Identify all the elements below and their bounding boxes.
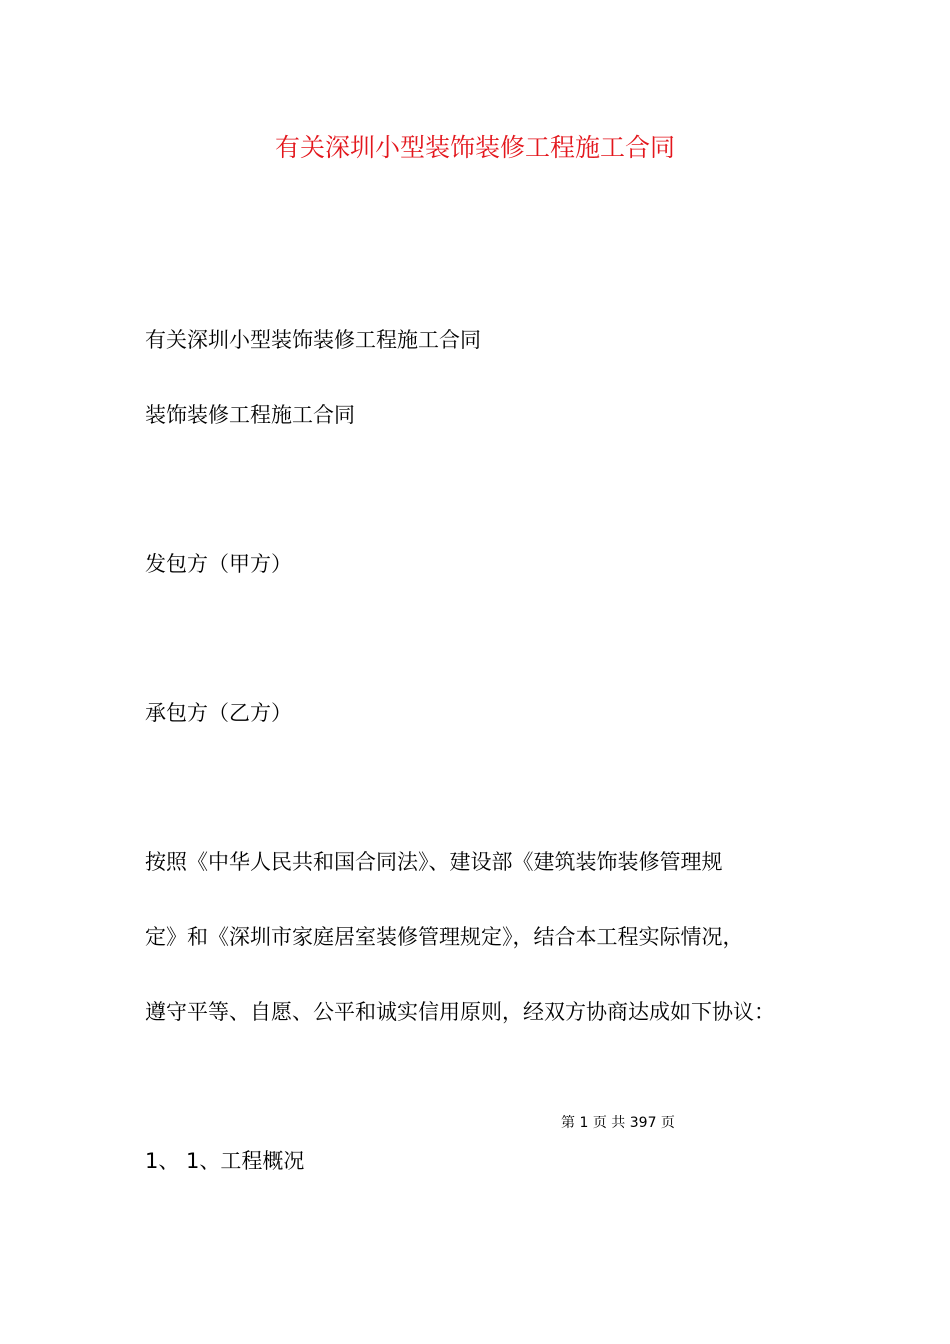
section-1-heading: 1、 1、工程概况 bbox=[145, 1149, 305, 1173]
preamble-line-3: 遵守平等、自愿、公平和诚实信用原则，经双方协商达成如下协议： bbox=[145, 1000, 775, 1024]
document-title: 有关深圳小型装饰装修工程施工合同 bbox=[274, 133, 675, 162]
page-footer: 第 1 页 共 397 页 bbox=[561, 1115, 675, 1131]
preamble-line-1: 按照《中华人民共和国合同法》、建设部《建筑装饰装修管理规 bbox=[145, 850, 723, 874]
heading-line-2: 装饰装修工程施工合同 bbox=[145, 403, 355, 427]
heading-line-1: 有关深圳小型装饰装修工程施工合同 bbox=[145, 328, 481, 352]
party-b-label: 承包方（乙方） bbox=[145, 701, 292, 725]
party-a-label: 发包方（甲方） bbox=[145, 552, 292, 576]
preamble-line-2: 定》和《深圳市家庭居室装修管理规定》，结合本工程实际情况， bbox=[145, 925, 744, 949]
